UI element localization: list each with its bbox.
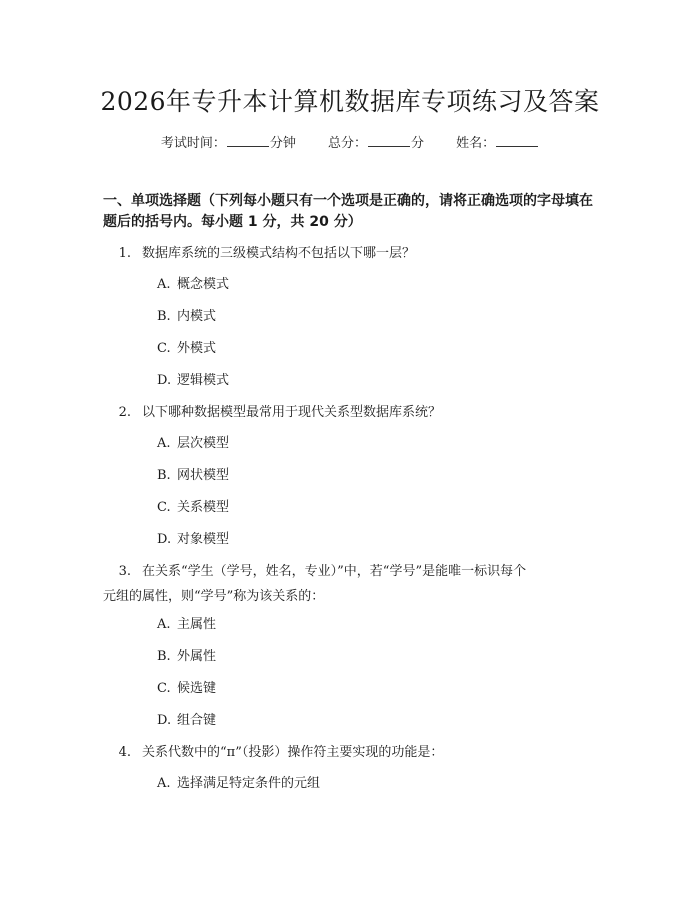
question-text: 关系代数中的“π”（投影）操作符主要实现的功能是： xyxy=(142,745,444,760)
question-number: 2. xyxy=(118,405,131,420)
option-1c xyxy=(157,340,216,358)
section-heading-line1: 一、单项选择题（下列每小题只有一个选项是正确的，请将正确选项的字母填在 xyxy=(103,193,593,209)
option-letter: A. xyxy=(157,436,171,451)
option-text: 层次模型 xyxy=(177,436,230,451)
option-letter: A. xyxy=(157,617,171,632)
question-3 xyxy=(103,561,603,607)
score-blank xyxy=(368,135,410,147)
question-1 xyxy=(103,243,603,264)
name-blank xyxy=(496,135,538,147)
option-letter: D. xyxy=(157,532,172,547)
exam-meta xyxy=(0,132,700,151)
option-letter: D. xyxy=(157,713,172,728)
option-2c xyxy=(157,499,229,517)
section-heading-line2: 题后的括号内。每小题 1 分，共 20 分） xyxy=(103,214,362,230)
option-text: 网状模型 xyxy=(177,468,230,483)
exam-time xyxy=(161,132,296,151)
page-title: 2026年专升本计算机数据库专项练习及答案 xyxy=(100,87,600,116)
option-text: 逻辑模式 xyxy=(177,373,230,388)
time-blank xyxy=(227,135,269,147)
option-3d xyxy=(157,712,216,730)
option-text: 概念模式 xyxy=(177,277,230,292)
question-text: 以下哪种数据模型最常用于现代关系型数据库系统？ xyxy=(142,405,442,420)
option-1d xyxy=(157,372,229,390)
option-text: 组合键 xyxy=(177,713,217,728)
score-unit: 分 xyxy=(411,136,425,151)
option-3a xyxy=(157,616,216,634)
option-letter: B. xyxy=(157,649,171,664)
option-text: 主属性 xyxy=(177,617,217,632)
option-text: 关系模型 xyxy=(177,500,230,515)
option-letter: B. xyxy=(157,468,171,483)
option-2a xyxy=(157,435,229,453)
question-text-line1: 在关系“学生（学号，姓名，专业）”中，若“学号”是能唯一标识每个 xyxy=(142,564,527,579)
option-text: 外模式 xyxy=(177,341,217,356)
option-text: 对象模型 xyxy=(177,532,230,547)
question-number: 1. xyxy=(118,246,131,261)
question-number: 4. xyxy=(118,745,131,760)
name-label: 姓名： xyxy=(456,136,496,151)
option-1b xyxy=(157,308,216,326)
question-number: 3. xyxy=(118,564,131,579)
score-label: 总分： xyxy=(327,136,367,151)
option-letter: C. xyxy=(157,681,171,696)
option-3b xyxy=(157,648,216,666)
time-label: 考试时间： xyxy=(160,136,226,151)
option-letter: A. xyxy=(157,277,171,292)
option-letter: B. xyxy=(157,309,171,324)
question-2 xyxy=(103,402,603,423)
option-text: 选择满足特定条件的元组 xyxy=(177,776,321,791)
option-2d xyxy=(157,531,229,549)
student-name xyxy=(456,132,539,151)
option-letter: C. xyxy=(157,500,171,515)
option-1a xyxy=(157,276,229,294)
option-text: 候选键 xyxy=(177,681,217,696)
option-letter: D. xyxy=(157,373,172,388)
option-text: 内模式 xyxy=(177,309,217,324)
option-3c xyxy=(157,680,216,698)
total-score xyxy=(328,132,424,151)
option-letter: C. xyxy=(157,341,171,356)
section-heading xyxy=(103,191,603,233)
option-letter: A. xyxy=(157,776,171,791)
question-4 xyxy=(103,742,603,763)
option-4a xyxy=(157,775,320,793)
time-unit: 分钟 xyxy=(269,136,296,151)
question-text-line2: 元组的属性，则“学号”称为该关系的： xyxy=(103,589,325,604)
option-2b xyxy=(157,467,229,485)
question-text: 数据库系统的三级模式结构不包括以下哪一层？ xyxy=(142,246,416,261)
option-text: 外属性 xyxy=(177,649,217,664)
